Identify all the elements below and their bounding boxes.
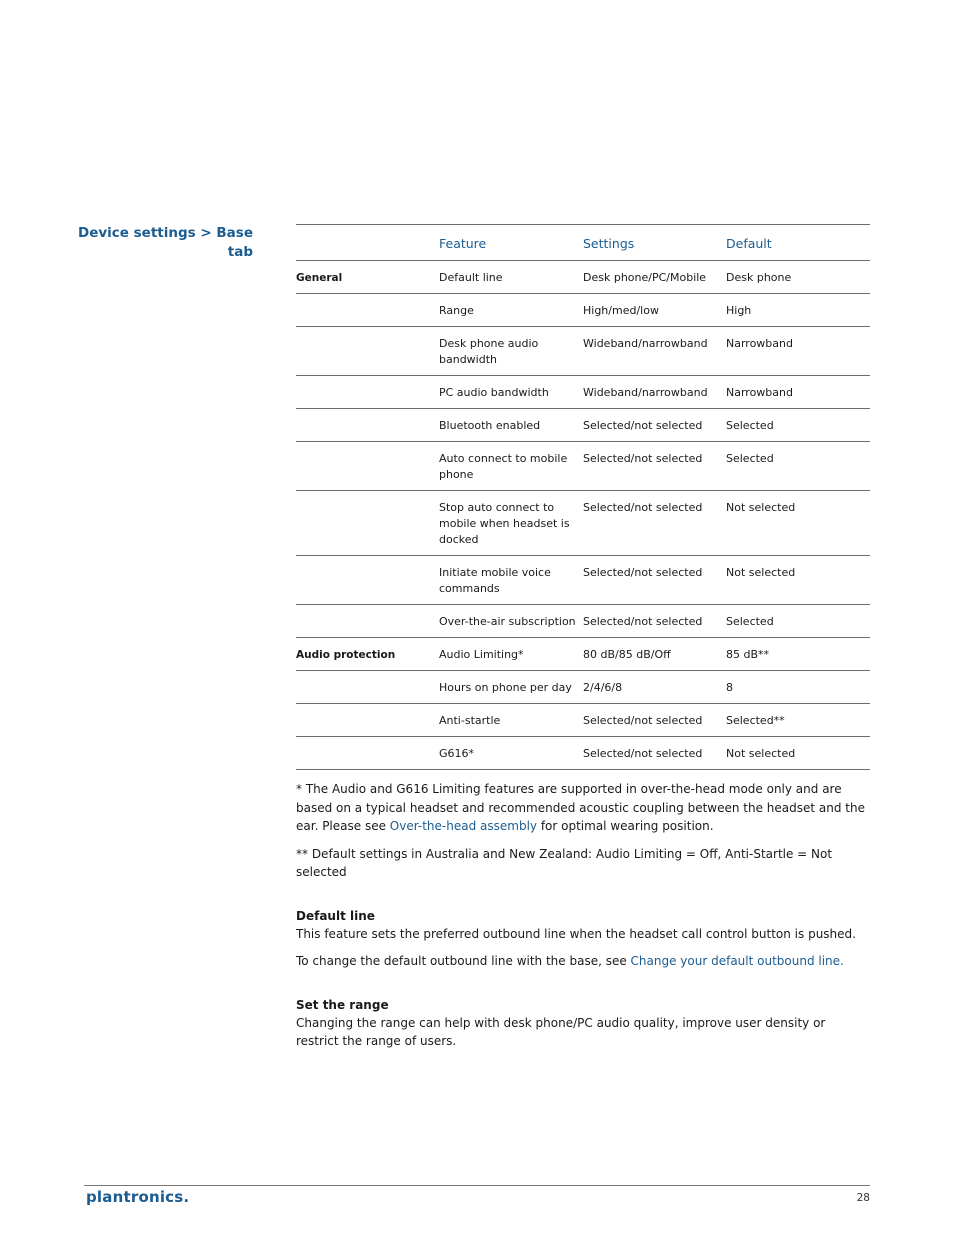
header-settings: Settings <box>583 225 726 261</box>
footnote-text: for optimal wearing position. <box>537 819 714 833</box>
row-default: Selected <box>726 409 870 442</box>
default-line-description: This feature sets the preferred outbound line when the headset call control button is pushed. <box>296 926 856 941</box>
row-category <box>296 294 439 327</box>
footnote-text: * The Audio and G616 Limiting features are supported in over-the-head mode only and are based on a typical headset and recommended acoustic coupling between the headset and the ear. Please see <box>296 782 865 833</box>
row-settings: 80 dB/85 dB/Off <box>583 638 726 671</box>
row-feature: Auto connect to mobile phone <box>439 442 583 491</box>
row-settings: Selected/not selected <box>583 737 726 770</box>
table-row <box>296 605 870 638</box>
row-default: Not selected <box>726 737 870 770</box>
table-row <box>296 409 870 442</box>
table-row <box>296 737 870 770</box>
row-settings: Selected/not selected <box>583 704 726 737</box>
row-settings: High/med/low <box>583 294 726 327</box>
row-default: Selected <box>726 442 870 491</box>
row-settings: Desk phone/PC/Mobile <box>583 261 726 294</box>
page-number: 28 <box>856 1192 870 1204</box>
row-default: High <box>726 294 870 327</box>
row-default: 8 <box>726 671 870 704</box>
change-default-outbound-line-link[interactable]: Change your default outbound line. <box>630 954 844 968</box>
row-feature: Over-the-air subscription <box>439 605 583 638</box>
header-default: Default <box>726 225 870 261</box>
table-row <box>296 442 870 491</box>
table-row <box>296 704 870 737</box>
table-row <box>296 491 870 556</box>
row-feature: Stop auto connect to mobile when headset is docked <box>439 491 583 556</box>
row-feature: Audio Limiting* <box>439 638 583 671</box>
set-range-description: Changing the range can help with desk phone/PC audio quality, improve user density or restrict the range of users. <box>296 1015 826 1048</box>
row-feature: G616* <box>439 737 583 770</box>
table-row <box>296 261 870 294</box>
row-feature: Desk phone audio bandwidth <box>439 327 583 376</box>
row-feature: Default line <box>439 261 583 294</box>
footnote-defaults-au-nz: ** Default settings in Australia and New Zealand: Audio Limiting = Off, Anti-Startle = Not selected <box>296 846 833 879</box>
row-settings: 2/4/6/8 <box>583 671 726 704</box>
row-category <box>296 737 439 770</box>
row-category <box>296 327 439 376</box>
row-settings: Selected/not selected <box>583 556 726 605</box>
row-feature: Initiate mobile voice commands <box>439 556 583 605</box>
row-category <box>296 671 439 704</box>
row-default: Not selected <box>726 556 870 605</box>
table-row <box>296 376 870 409</box>
paragraph-text: To change the default outbound line with the base, see <box>296 954 631 968</box>
row-default: Not selected <box>726 491 870 556</box>
row-category <box>296 376 439 409</box>
row-category <box>296 704 439 737</box>
row-feature: Bluetooth enabled <box>439 409 583 442</box>
table-row <box>296 638 870 671</box>
footer-divider <box>84 1185 870 1186</box>
settings-table <box>296 224 870 770</box>
header-category <box>296 225 439 261</box>
row-default: Selected** <box>726 704 870 737</box>
row-feature: Hours on phone per day <box>439 671 583 704</box>
table-row <box>296 556 870 605</box>
plantronics-logo: plantronics. <box>86 1188 190 1206</box>
row-category <box>296 605 439 638</box>
row-category <box>296 556 439 605</box>
row-settings: Wideband/narrowband <box>583 376 726 409</box>
row-settings: Selected/not selected <box>583 442 726 491</box>
row-settings: Selected/not selected <box>583 605 726 638</box>
row-default: Narrowband <box>726 376 870 409</box>
row-default: Desk phone <box>726 261 870 294</box>
row-default: Selected <box>726 605 870 638</box>
row-feature: Anti-startle <box>439 704 583 737</box>
default-line-change-text <box>296 952 870 971</box>
row-category: General <box>296 261 439 294</box>
row-feature: Range <box>439 294 583 327</box>
row-default: Narrowband <box>726 327 870 376</box>
row-settings: Selected/not selected <box>583 409 726 442</box>
row-category <box>296 409 439 442</box>
table-row <box>296 671 870 704</box>
section-heading: Device settings > Base tab <box>78 225 253 260</box>
row-default: 85 dB** <box>726 638 870 671</box>
table-row <box>296 327 870 376</box>
main-content <box>296 224 870 1051</box>
table-header-row <box>296 225 870 261</box>
row-category <box>296 442 439 491</box>
row-settings: Wideband/narrowband <box>583 327 726 376</box>
set-range-heading: Set the range <box>296 997 389 1012</box>
over-the-head-assembly-link[interactable]: Over-the-head assembly <box>389 819 538 833</box>
row-settings: Selected/not selected <box>583 491 726 556</box>
table-row <box>296 294 870 327</box>
header-feature: Feature <box>439 225 583 261</box>
row-feature: PC audio bandwidth <box>439 376 583 409</box>
row-category: Audio protection <box>296 638 439 671</box>
footnote-audio-limiting <box>296 780 870 836</box>
default-line-heading: Default line <box>296 908 375 923</box>
row-category <box>296 491 439 556</box>
